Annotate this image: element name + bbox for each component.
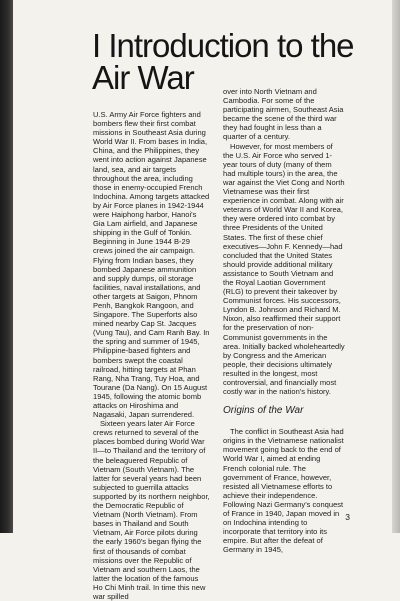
paragraph: U.S. Army Air Force fighters and bombers flew their first combat missions in Southeast Asia during World War II. From bases in India, China, and the Philippines, they went into action against Japanese land, sea, and air targets throughout the area, including those in enemy-occupied French Indochina. Among targets attacked by Air Force planes in 1942-1944 were Haiphong harbor, Hanoi's Gia Lam airfield, and Japanese shipping in the Gulf of Tonkin. Beginning in June 1944 B-29 crews joined the air campaign. Flying from Indian bases, they bombed Japanese ammunition and supply dumps, oil storage facilities, naval installations, and other targets at Saigon, Phnom Penh, Bangkok Rangoon, and Singapore. The Superforts also mined nearby Cap St. Jacques (Vung Tau), and Cam Ranh Bay. In the spring and summer of 1945, Philippine-based fighters and bombers swept the coastal railroad, hitting targets at Phan Rang, Nha Trang, Tuy Hoa, and Tourane (Da Nang). On 15 August 1945, following the atomic bomb attacks on Hiroshima and Nagasaki, Japan surrendered. [93, 110, 210, 420]
left-text-column [93, 110, 210, 601]
chapter-title-text: Introduction to the Air War [92, 27, 354, 96]
book-binding [0, 0, 13, 533]
paragraph: However, for most members of the U.S. Air Force who served 1-year tours of duty (many of them had multiple tours) in the area, the war against the Viet Cong and North Vietnamese was their first experience in combat. Along with air veterans of World War II and Korea, they were ordered into combat by three Presidents of the United States. The first of these chief executives—John F. Kennedy—had concluded that the United States should provide additional military assistance to South Vietnam and the Royal Laotian Government (RLG) to prevent their takeover by Communist forces. His successors, Lyndon B. Johnson and Richard M. Nixon, also reaffirmed their support for the preservation of non-Communist governments in the area. Initially backed wholeheartedly by Congress and the American people, their decisions ultimately resulted in the longest, most controversial, and financially most costly war in the nation's history. [223, 141, 345, 397]
page-edge [392, 0, 400, 533]
page-number: 3 [345, 512, 350, 522]
chapter-number: I [92, 27, 101, 64]
paragraph: Sixteen years later Air Force crews returned to several of the places bombed during World War II—to Thailand and the territory of the beleaguered Republic of Vietnam (South Vietnam). The latter for several years had been subjected to guerrilla attacks supported by its northern neighbor, the Democratic Republic of Vietnam (North Vietnam). From bases in Thailand and South Vietnam, Air Force pilots during the early 1960's began flying the first of thousands of combat missions over the Republic of Vietnam and southern Laos, the latter the location of the famous Ho Chi Minh trail. In time this new war spilled [93, 419, 210, 601]
right-text-column [223, 87, 345, 555]
chapter-title [92, 27, 382, 96]
paragraph: over into North Vietnam and Cambodia. For some of the participating airmen, Southeast Asia became the scene of the third war they had fought in less than a quarter of a century. [223, 87, 344, 142]
paragraph: The conflict in Southeast Asia had origins in the Vietnamese nationalist movement going back to the end of World War I, aimed at ending French colonial rule. The government of France, however, resisted all Vietnamese efforts to achieve their independence. Following Nazi Germany's conquest of France in 1940, Japan moved in on Indochina intending to incorporate that territory into its empire. But after the defeat of Germany in 1945, [223, 427, 344, 555]
section-heading: Origins of the War [223, 405, 304, 417]
